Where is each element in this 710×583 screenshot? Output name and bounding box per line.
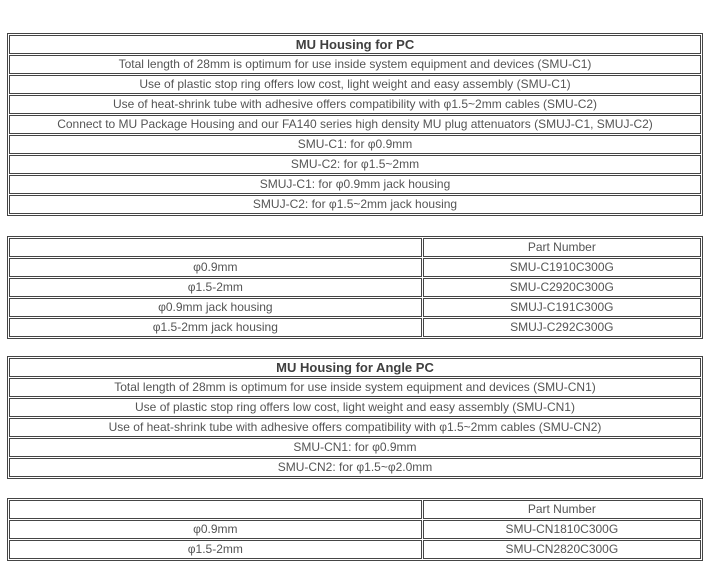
- table-row: [9, 378, 701, 397]
- part-number-cell: SMU-C1910C300G: [423, 258, 701, 277]
- table-row: [9, 175, 701, 194]
- empty-header-cell: [9, 500, 422, 519]
- feature-cell: Total length of 28mm is optimum for use inside system equipment and devices (SMU-CN1): [9, 378, 701, 397]
- table-header-row: [9, 500, 701, 519]
- table-row: [9, 520, 701, 539]
- feature-cell: Use of heat-shrink tube with adhesive offers compatibility with φ1.5~2mm cables (SMU-CN2): [9, 418, 701, 437]
- table-row: [9, 458, 701, 477]
- datasheet-page: [7, 33, 703, 561]
- feature-cell: Use of heat-shrink tube with adhesive offers compatibility with φ1.5~2mm cables (SMU-C2): [9, 95, 701, 114]
- part-number-header: Part Number: [423, 500, 701, 519]
- table-row: [9, 55, 701, 74]
- part-number-cell: SMU-CN2820C300G: [423, 540, 701, 559]
- table-row: [9, 155, 701, 174]
- feature-cell: SMU-C1: for φ0.9mm: [9, 135, 701, 154]
- table-title: MU Housing for PC: [9, 35, 701, 54]
- part-number-header: Part Number: [423, 238, 701, 257]
- item-description-cell: φ1.5-2mm: [9, 540, 422, 559]
- item-description-cell: φ1.5-2mm jack housing: [9, 318, 422, 337]
- feature-cell: SMU-C2: for φ1.5~2mm: [9, 155, 701, 174]
- feature-cell: SMU-CN2: for φ1.5~φ2.0mm: [9, 458, 701, 477]
- item-description-cell: φ1.5-2mm: [9, 278, 422, 297]
- part-number-cell: SMUJ-C292C300G: [423, 318, 701, 337]
- table-title-row: [9, 35, 701, 54]
- item-description-cell: φ0.9mm: [9, 258, 422, 277]
- part-number-cell: SMUJ-C191C300G: [423, 298, 701, 317]
- part-number-cell: SMU-CN1810C300G: [423, 520, 701, 539]
- table-row: [9, 258, 701, 277]
- pc-part-number-table: [7, 236, 703, 339]
- table-row: [9, 95, 701, 114]
- feature-cell: SMUJ-C1: for φ0.9mm jack housing: [9, 175, 701, 194]
- pc-features-table: [7, 33, 703, 216]
- angle-pc-part-number-table: [7, 498, 703, 561]
- angle-pc-features-table: [7, 356, 703, 479]
- table-row: [9, 75, 701, 94]
- feature-cell: SMUJ-C2: for φ1.5~2mm jack housing: [9, 195, 701, 214]
- feature-cell: Connect to MU Package Housing and our FA140 series high density MU plug attenuators (SMUJ-C1, SMUJ-C2): [9, 115, 701, 134]
- table-title-row: [9, 358, 701, 377]
- feature-cell: SMU-CN1: for φ0.9mm: [9, 438, 701, 457]
- feature-cell: Use of plastic stop ring offers low cost, light weight and easy assembly (SMU-C1): [9, 75, 701, 94]
- table-row: [9, 298, 701, 317]
- item-description-cell: φ0.9mm jack housing: [9, 298, 422, 317]
- table-row: [9, 540, 701, 559]
- table-row: [9, 398, 701, 417]
- table-header-row: [9, 238, 701, 257]
- table-row: [9, 195, 701, 214]
- item-description-cell: φ0.9mm: [9, 520, 422, 539]
- table-row: [9, 135, 701, 154]
- table-row: [9, 438, 701, 457]
- table-title: MU Housing for Angle PC: [9, 358, 701, 377]
- feature-cell: Use of plastic stop ring offers low cost, light weight and easy assembly (SMU-CN1): [9, 398, 701, 417]
- part-number-cell: SMU-C2920C300G: [423, 278, 701, 297]
- table-row: [9, 318, 701, 337]
- feature-cell: Total length of 28mm is optimum for use inside system equipment and devices (SMU-C1): [9, 55, 701, 74]
- table-row: [9, 418, 701, 437]
- empty-header-cell: [9, 238, 422, 257]
- table-row: [9, 278, 701, 297]
- table-row: [9, 115, 701, 134]
